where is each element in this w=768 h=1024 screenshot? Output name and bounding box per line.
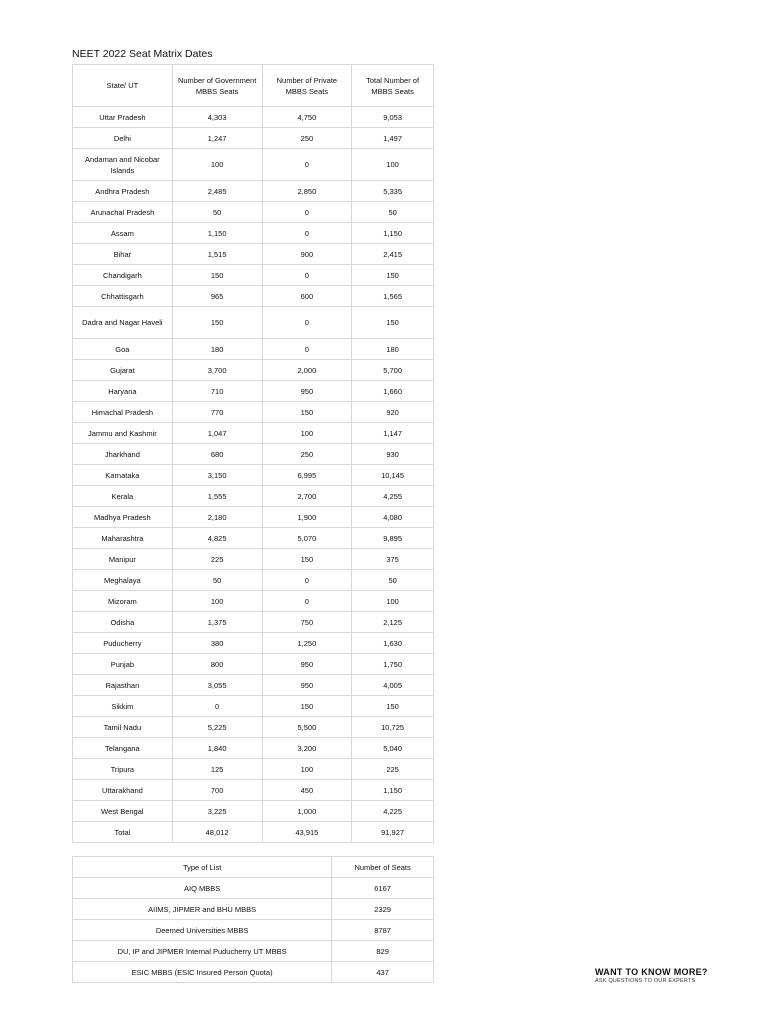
cell-total-seats: 2,415: [352, 244, 434, 265]
table-row: [73, 244, 434, 265]
cell-total-seats: 4,005: [352, 675, 434, 696]
cell-government-seats: 0: [172, 696, 262, 717]
cell-private-seats: 100: [262, 423, 352, 444]
cell-private-seats: 4,750: [262, 107, 352, 128]
cell-state: Odisha: [73, 612, 173, 633]
cell-government-seats: 680: [172, 444, 262, 465]
cell-state: Tamil Nadu: [73, 717, 173, 738]
cell-total-seats: 9,895: [352, 528, 434, 549]
cell-type-of-list: DU, IP and JIPMER Internal Puducherry UT MBBS: [73, 941, 332, 962]
table-row: [73, 920, 434, 941]
cell-state: Sikkim: [73, 696, 173, 717]
cell-government-seats: 150: [172, 307, 262, 339]
cell-government-seats: 800: [172, 654, 262, 675]
cell-total-seats: 375: [352, 549, 434, 570]
cell-state: Uttar Pradesh: [73, 107, 173, 128]
cell-state: Manipur: [73, 549, 173, 570]
cell-private-seats: 2,700: [262, 486, 352, 507]
cell-private-seats: 900: [262, 244, 352, 265]
promo-subline: ASK QUESTIONS TO OUR EXPERTS: [595, 978, 696, 984]
cell-total-seats: 1,630: [352, 633, 434, 654]
table-row: [73, 717, 434, 738]
table-row: [73, 759, 434, 780]
cell-number-of-seats: 437: [332, 962, 434, 983]
cell-government-seats: 2,180: [172, 507, 262, 528]
cell-private-seats: 750: [262, 612, 352, 633]
cell-state: Andhra Pradesh: [73, 181, 173, 202]
cell-private-seats: 3,200: [262, 738, 352, 759]
cell-private-seats: 250: [262, 128, 352, 149]
cell-government-seats: 50: [172, 570, 262, 591]
cell-government-seats: 180: [172, 339, 262, 360]
header-private-seats: Number of Private MBBS Seats: [262, 65, 352, 107]
cell-private-seats: 5,500: [262, 717, 352, 738]
cell-total-seats: 100: [352, 149, 434, 181]
cell-total-seats: 930: [352, 444, 434, 465]
cell-state: Chhattisgarh: [73, 286, 173, 307]
table-row: [73, 507, 434, 528]
cell-type-of-list: Deemed Universities MBBS: [73, 920, 332, 941]
table-row: [73, 899, 434, 920]
cell-government-seats: 1,515: [172, 244, 262, 265]
table-row: [73, 738, 434, 759]
cell-private-seats: 0: [262, 265, 352, 286]
cell-private-seats: 150: [262, 402, 352, 423]
cell-state: West Bengal: [73, 801, 173, 822]
cell-private-seats: 150: [262, 696, 352, 717]
cell-total-seats: 5,335: [352, 181, 434, 202]
cell-private-seats: 0: [262, 149, 352, 181]
table-row: [73, 202, 434, 223]
table-header-row: [73, 65, 434, 107]
cell-total-seats: 4,225: [352, 801, 434, 822]
cell-private-seats: 2,850: [262, 181, 352, 202]
table-row: [73, 528, 434, 549]
cell-number-of-seats: 6167: [332, 878, 434, 899]
cell-total-seats: 50: [352, 570, 434, 591]
cell-total-seats: 5,700: [352, 360, 434, 381]
table-row: [73, 801, 434, 822]
cell-government-seats: 48,012: [172, 822, 262, 843]
header-type-of-list: Type of List: [73, 857, 332, 878]
cell-private-seats: 0: [262, 570, 352, 591]
cell-total-seats: 100: [352, 591, 434, 612]
cell-government-seats: 100: [172, 149, 262, 181]
table-row: [73, 675, 434, 696]
cell-number-of-seats: 829: [332, 941, 434, 962]
table-row: [73, 402, 434, 423]
cell-type-of-list: AIQ MBBS: [73, 878, 332, 899]
cell-government-seats: 1,840: [172, 738, 262, 759]
cell-government-seats: 1,555: [172, 486, 262, 507]
cell-private-seats: 950: [262, 675, 352, 696]
cell-state: Haryana: [73, 381, 173, 402]
table-row: [73, 822, 434, 843]
cell-total-seats: 4,080: [352, 507, 434, 528]
cell-total-seats: 1,147: [352, 423, 434, 444]
cell-total-seats: 9,053: [352, 107, 434, 128]
cell-total-seats: 1,497: [352, 128, 434, 149]
cell-type-of-list: ESIC MBBS (ESIC Insured Person Quota): [73, 962, 332, 983]
promo-headline[interactable]: WANT TO KNOW MORE?: [595, 967, 708, 977]
cell-private-seats: 100: [262, 759, 352, 780]
table-row: [73, 223, 434, 244]
cell-state: Mizoram: [73, 591, 173, 612]
cell-total-seats: 5,040: [352, 738, 434, 759]
cell-total-seats: 91,927: [352, 822, 434, 843]
table-row: [73, 107, 434, 128]
cell-government-seats: 965: [172, 286, 262, 307]
cell-state: Kerala: [73, 486, 173, 507]
cell-government-seats: 1,247: [172, 128, 262, 149]
cell-government-seats: 1,047: [172, 423, 262, 444]
table-row: [73, 612, 434, 633]
cell-number-of-seats: 2329: [332, 899, 434, 920]
header-number-of-seats: Number of Seats: [332, 857, 434, 878]
cell-government-seats: 2,485: [172, 181, 262, 202]
cell-state: Puducherry: [73, 633, 173, 654]
cell-private-seats: 5,070: [262, 528, 352, 549]
cell-government-seats: 150: [172, 265, 262, 286]
cell-government-seats: 700: [172, 780, 262, 801]
cell-government-seats: 100: [172, 591, 262, 612]
cell-total-seats: 1,750: [352, 654, 434, 675]
table-row: [73, 465, 434, 486]
cell-state: Dadra and Nagar Haveli: [73, 307, 173, 339]
cell-private-seats: 0: [262, 339, 352, 360]
cell-government-seats: 1,375: [172, 612, 262, 633]
cell-private-seats: 950: [262, 654, 352, 675]
table-row: [73, 696, 434, 717]
table-row: [73, 878, 434, 899]
cell-state: Chandigarh: [73, 265, 173, 286]
document-title: NEET 2022 Seat Matrix Dates: [72, 48, 213, 60]
cell-private-seats: 0: [262, 307, 352, 339]
cell-total-seats: 1,565: [352, 286, 434, 307]
cell-total-seats: 150: [352, 307, 434, 339]
cell-state: Karnataka: [73, 465, 173, 486]
cell-private-seats: 250: [262, 444, 352, 465]
table-row: [73, 591, 434, 612]
table-row: [73, 654, 434, 675]
header-state: State/ UT: [73, 65, 173, 107]
cell-total-seats: 1,150: [352, 780, 434, 801]
cell-total-seats: 1,150: [352, 223, 434, 244]
cell-government-seats: 770: [172, 402, 262, 423]
cell-total-seats: 1,660: [352, 381, 434, 402]
cell-private-seats: 1,250: [262, 633, 352, 654]
cell-government-seats: 1,150: [172, 223, 262, 244]
cell-government-seats: 225: [172, 549, 262, 570]
cell-total-seats: 2,125: [352, 612, 434, 633]
cell-state: Rajasthan: [73, 675, 173, 696]
cell-private-seats: 950: [262, 381, 352, 402]
cell-state: Meghalaya: [73, 570, 173, 591]
cell-government-seats: 3,225: [172, 801, 262, 822]
cell-total-seats: 150: [352, 265, 434, 286]
cell-state: Uttarakhand: [73, 780, 173, 801]
cell-private-seats: 0: [262, 223, 352, 244]
table-row: [73, 941, 434, 962]
table-row: [73, 962, 434, 983]
table-row: [73, 486, 434, 507]
cell-total-seats: 920: [352, 402, 434, 423]
table-row: [73, 307, 434, 339]
cell-government-seats: 50: [172, 202, 262, 223]
cell-total-seats: 50: [352, 202, 434, 223]
cell-total-seats: 4,255: [352, 486, 434, 507]
table-row: [73, 444, 434, 465]
promo-block[interactable]: [595, 967, 708, 984]
table-header-row: [73, 857, 434, 878]
cell-total-seats: 180: [352, 339, 434, 360]
cell-government-seats: 380: [172, 633, 262, 654]
table-row: [73, 339, 434, 360]
cell-private-seats: 2,000: [262, 360, 352, 381]
cell-government-seats: 4,825: [172, 528, 262, 549]
cell-state: Himachal Pradesh: [73, 402, 173, 423]
header-government-seats: Number of Government MBBS Seats: [172, 65, 262, 107]
cell-state: Bihar: [73, 244, 173, 265]
cell-state: Arunachal Pradesh: [73, 202, 173, 223]
cell-private-seats: 6,995: [262, 465, 352, 486]
table-row: [73, 633, 434, 654]
table-row: [73, 570, 434, 591]
cell-government-seats: 3,055: [172, 675, 262, 696]
cell-private-seats: 43,915: [262, 822, 352, 843]
cell-total-seats: 225: [352, 759, 434, 780]
cell-private-seats: 600: [262, 286, 352, 307]
cell-state: Total: [73, 822, 173, 843]
cell-total-seats: 10,145: [352, 465, 434, 486]
cell-state: Maharashtra: [73, 528, 173, 549]
cell-total-seats: 10,725: [352, 717, 434, 738]
cell-state: Jammu and Kashmir: [73, 423, 173, 444]
table-row: [73, 780, 434, 801]
cell-government-seats: 3,700: [172, 360, 262, 381]
cell-state: Jharkhand: [73, 444, 173, 465]
cell-state: Delhi: [73, 128, 173, 149]
table-row: [73, 360, 434, 381]
seat-matrix-table: [72, 64, 434, 843]
cell-private-seats: 0: [262, 202, 352, 223]
cell-state: Telangana: [73, 738, 173, 759]
table-row: [73, 265, 434, 286]
table-row: [73, 423, 434, 444]
cell-government-seats: 5,225: [172, 717, 262, 738]
table-row: [73, 181, 434, 202]
cell-state: Andaman and Nicobar Islands: [73, 149, 173, 181]
cell-state: Gujarat: [73, 360, 173, 381]
header-total-seats: Total Number of MBBS Seats: [352, 65, 434, 107]
table-row: [73, 128, 434, 149]
cell-government-seats: 710: [172, 381, 262, 402]
cell-total-seats: 150: [352, 696, 434, 717]
seat-type-table: [72, 856, 434, 983]
cell-private-seats: 1,900: [262, 507, 352, 528]
cell-private-seats: 450: [262, 780, 352, 801]
cell-type-of-list: AIIMS, JIPMER and BHU MBBS: [73, 899, 332, 920]
table-row: [73, 286, 434, 307]
cell-government-seats: 3,150: [172, 465, 262, 486]
cell-state: Punjab: [73, 654, 173, 675]
cell-state: Goa: [73, 339, 173, 360]
cell-state: Madhya Pradesh: [73, 507, 173, 528]
cell-number-of-seats: 8787: [332, 920, 434, 941]
cell-government-seats: 125: [172, 759, 262, 780]
cell-private-seats: 0: [262, 591, 352, 612]
cell-state: Assam: [73, 223, 173, 244]
table-row: [73, 381, 434, 402]
cell-government-seats: 4,303: [172, 107, 262, 128]
table-row: [73, 549, 434, 570]
cell-private-seats: 150: [262, 549, 352, 570]
cell-state: Tripura: [73, 759, 173, 780]
cell-private-seats: 1,000: [262, 801, 352, 822]
table-row: [73, 149, 434, 181]
